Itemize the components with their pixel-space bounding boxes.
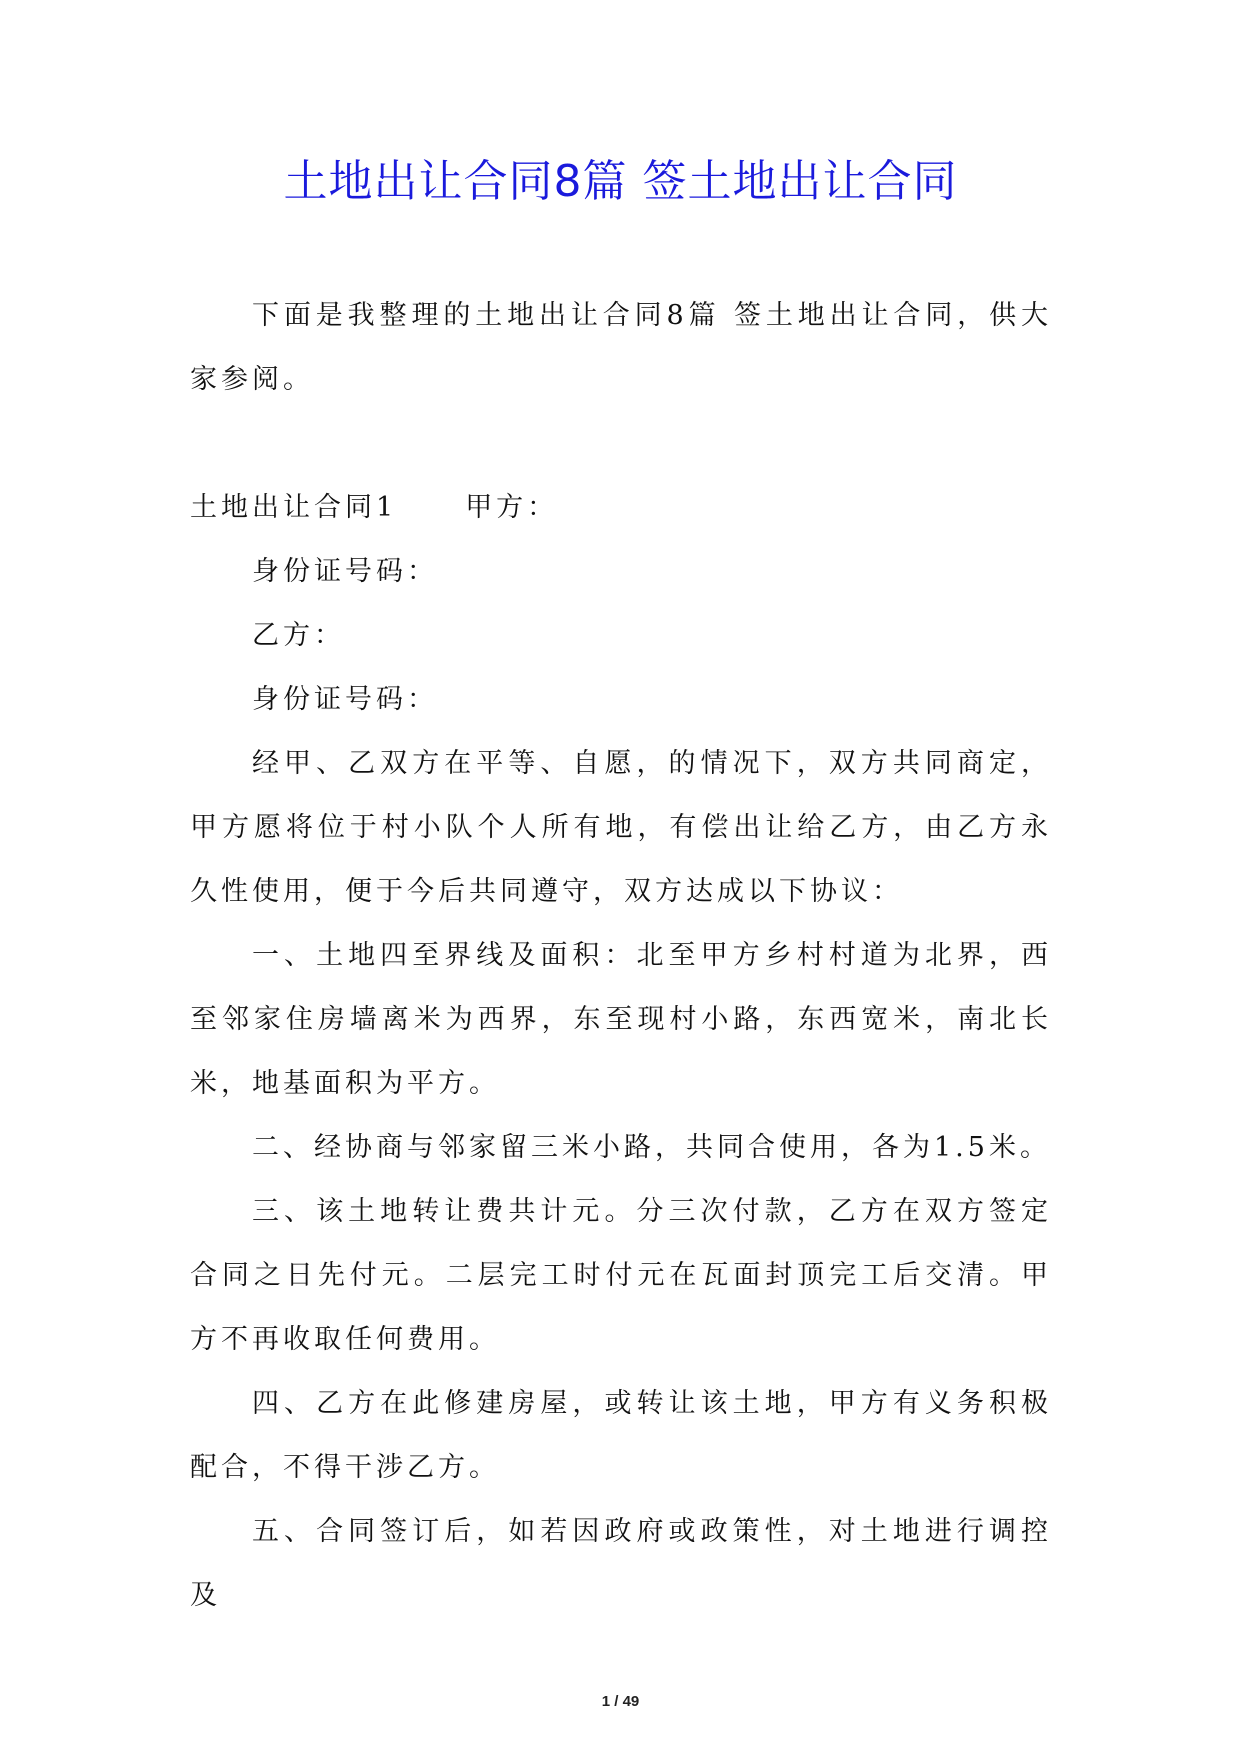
party-a-label: 甲方：: [465, 492, 559, 523]
section-heading: 土地出让合同1: [190, 492, 398, 523]
paragraph-id-a: 身份证号码：: [252, 556, 438, 587]
page-number: 1 / 49: [601, 1693, 640, 1710]
paragraph-preamble: 经甲、乙双方在平等、自愿，的情况下，双方共同商定，甲方愿将位于村小队个人所有地，有偿出让给乙方，由乙方永久性使用，便于今后共同遵守，双方达成以下协议：: [190, 748, 1052, 907]
paragraph-clause-1: 一、土地四至界线及面积：北至甲方乡村村道为北界，西至邻家住房墙离米为西界，东至现村小路，东西宽米，南北长米，地基面积为平方。: [190, 940, 1052, 1099]
paragraph-id-b: 身份证号码：: [252, 684, 438, 715]
paragraph-clause-3: 三、该土地转让费共计元。分三次付款，乙方在双方签定合同之日先付元。二层完工时付元在瓦面封顶完工后交清。甲方不再收取任何费用。: [190, 1196, 1052, 1355]
intro-paragraph: 下面是我整理的土地出让合同8篇 签土地出让合同，供大家参阅。: [190, 300, 1052, 395]
document-title: 土地出让合同8篇 签土地出让合同: [283, 156, 958, 207]
paragraph-clause-4: 四、乙方在此修建房屋，或转让该土地，甲方有义务积极配合，不得干涉乙方。: [190, 1388, 1052, 1483]
document-body: [190, 284, 1052, 1628]
paragraph-party-b: 乙方：: [252, 620, 345, 651]
paragraph-clause-2: 二、经协商与邻家留三米小路，共同合使用，各为1.5米。: [252, 1132, 1051, 1163]
paragraph-clause-5: 五、合同签订后，如若因政府或政策性，对土地进行调控及: [190, 1516, 1052, 1611]
section-heading-line: [190, 476, 1052, 540]
